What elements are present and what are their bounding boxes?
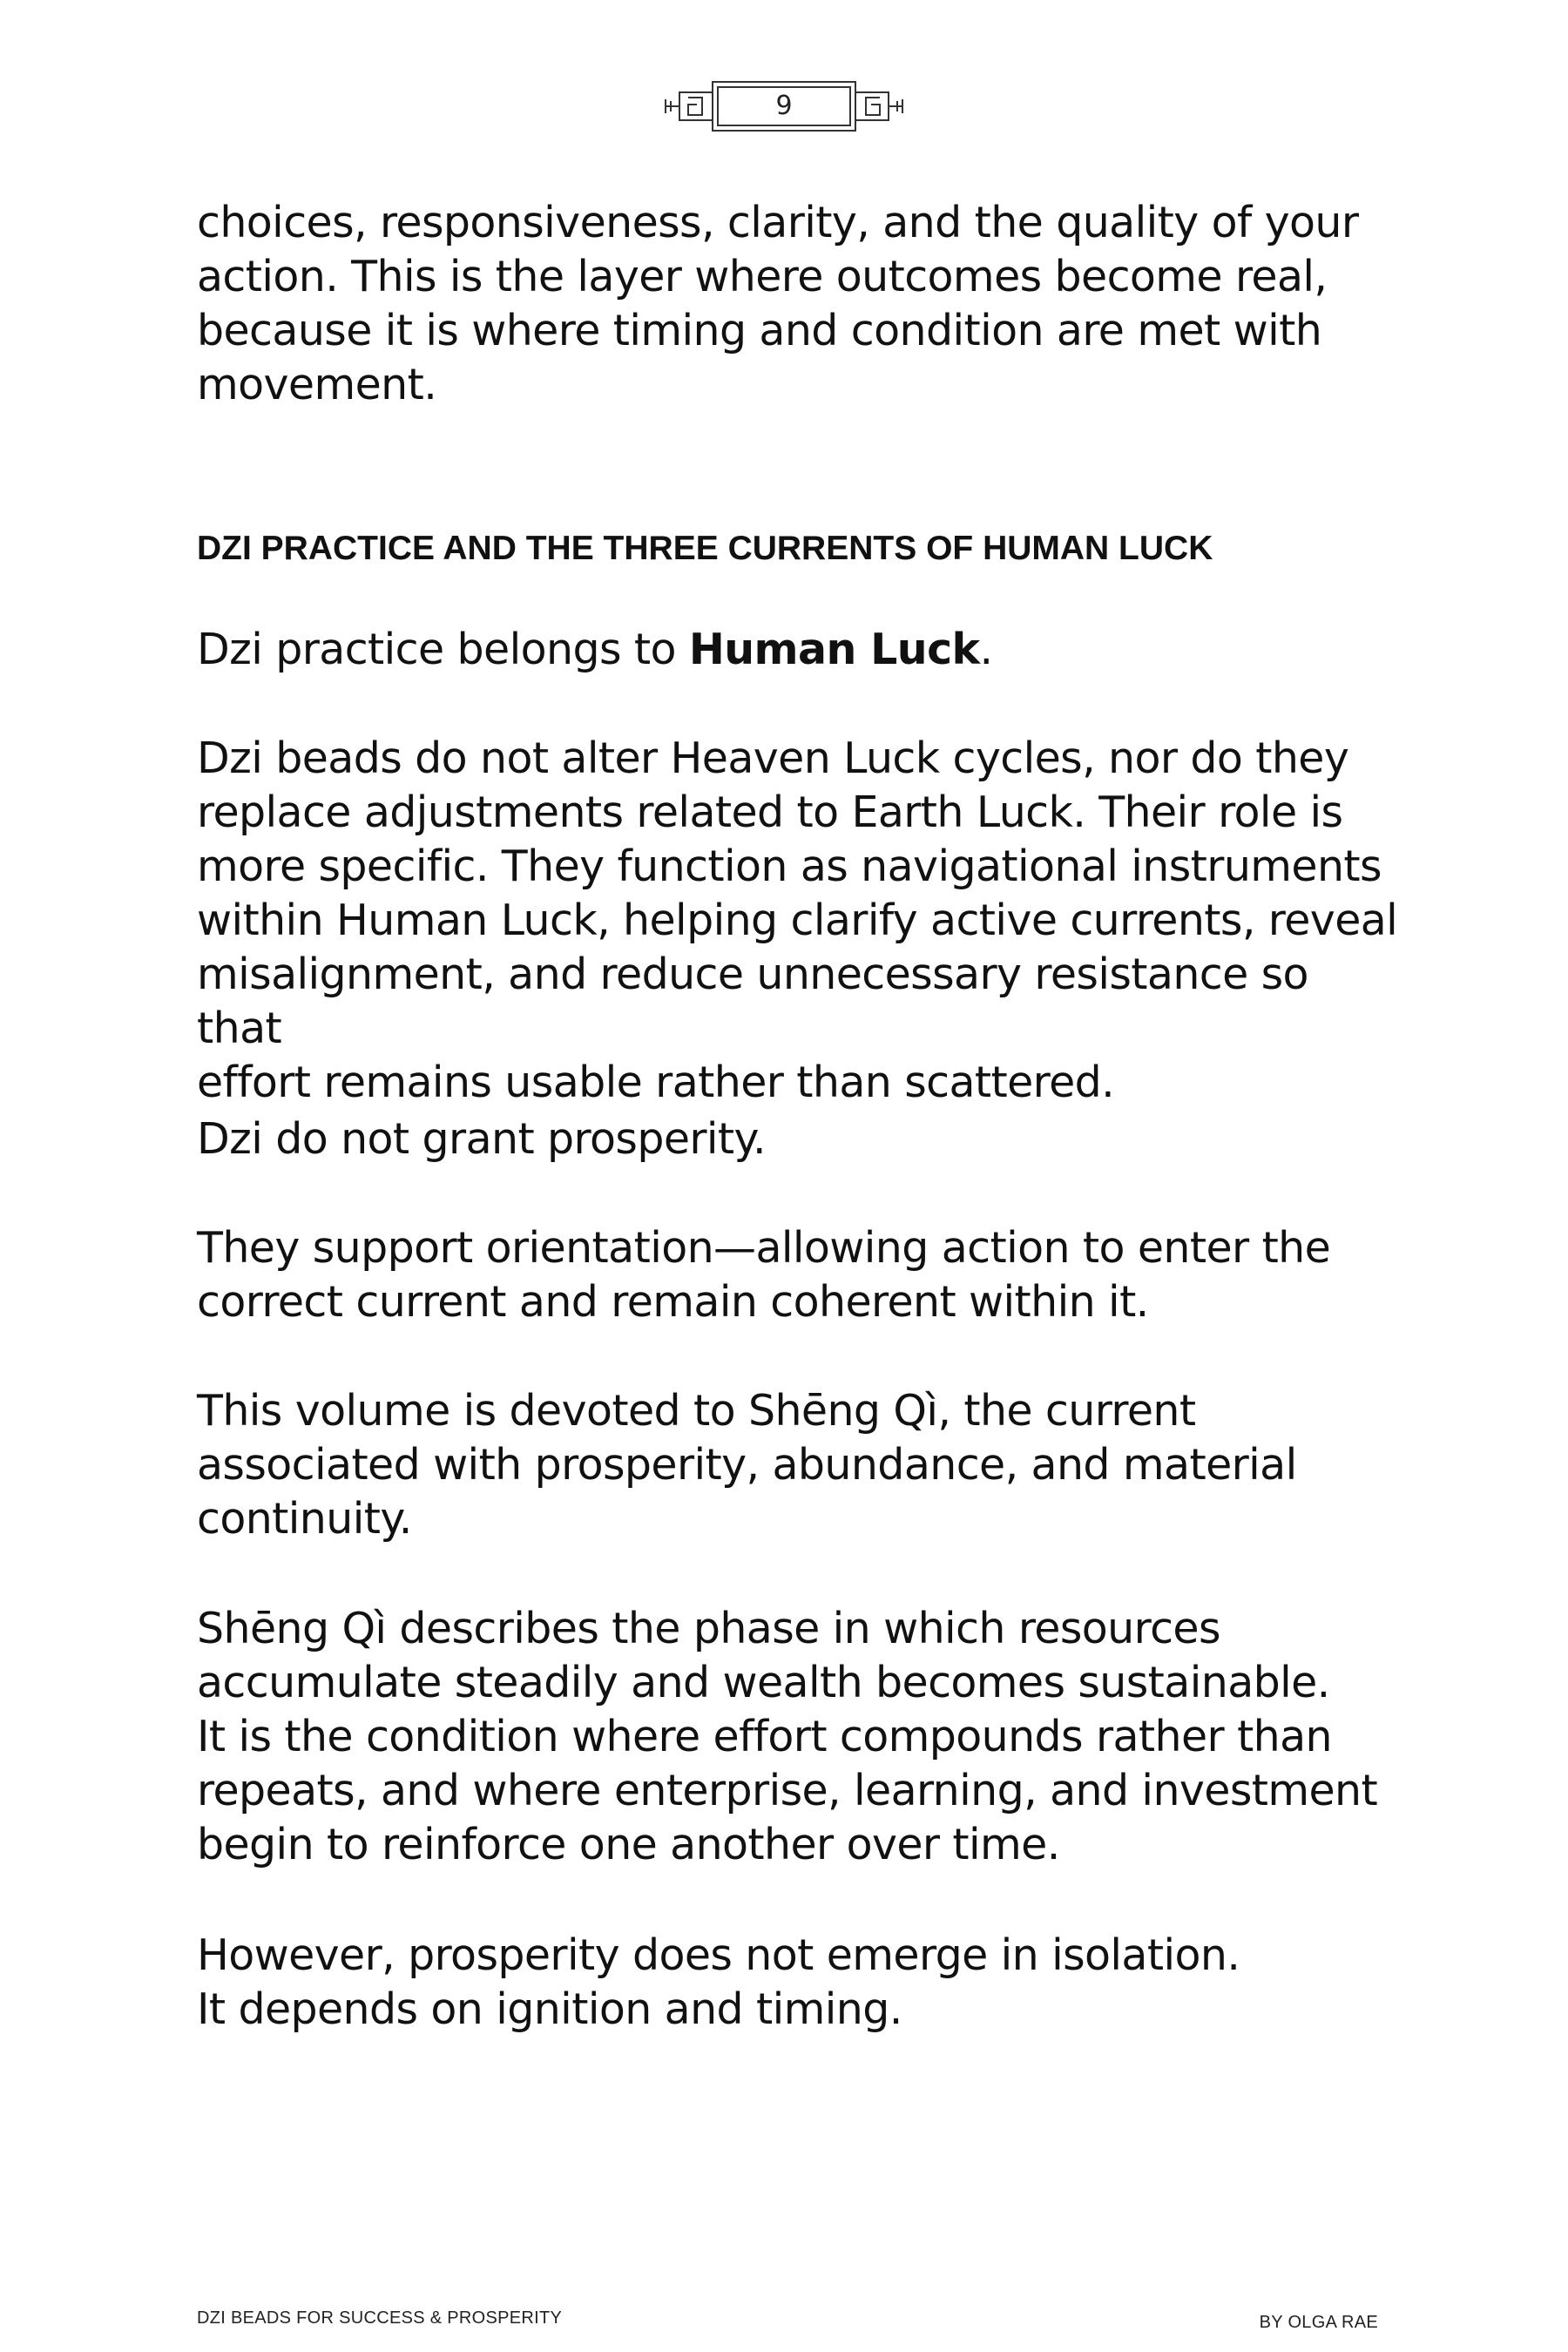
text-line: misalignment, and reduce unnecessary resistance so that — [197, 950, 1308, 1053]
text-line: Shēng Qì describes the phase in which resources — [197, 1604, 1220, 1653]
text-line: action. This is the layer where outcomes become real, — [197, 252, 1328, 301]
body-paragraph — [197, 1929, 1399, 2037]
text-line: repeats, and where enterprise, learning, and investment — [197, 1766, 1378, 1815]
page-number-ornament — [662, 75, 906, 138]
text-line: begin to reinforce one another over time. — [197, 1820, 1060, 1869]
page-number: 9 — [775, 91, 793, 121]
text-line: associated with prosperity, abundance, and material — [197, 1440, 1297, 1490]
text-line: However, prosperity does not emerge in isolation. — [197, 1930, 1240, 1980]
lead-paragraph — [197, 623, 1399, 677]
text-line: effort remains usable rather than scattered. — [197, 1058, 1115, 1107]
body-paragraph — [197, 1221, 1399, 1329]
text-line: correct current and remain coherent within it. — [197, 1277, 1149, 1327]
text-line: Dzi beads do not alter Heaven Luck cycles, nor do they — [197, 733, 1349, 783]
text-line: more specific. They function as navigational instruments — [197, 841, 1382, 891]
lead-suffix: . — [979, 625, 993, 674]
body-paragraph — [197, 1112, 1399, 1166]
footer-book-title: DZI BEADS FOR SUCCESS & PROSPERITY — [197, 2308, 563, 2328]
text-line: replace adjustments related to Earth Luck. Their role is — [197, 787, 1343, 837]
text-line: continuity. — [197, 1494, 412, 1544]
text-line: accumulate steadily and wealth becomes sustainable. — [197, 1658, 1330, 1707]
text-line: Dzi do not grant prosperity. — [197, 1114, 766, 1164]
lead-line — [197, 623, 1399, 677]
section-heading: DZI PRACTICE AND THE THREE CURRENTS OF HUMAN LUCK — [197, 530, 1213, 567]
text-line: movement. — [197, 360, 437, 409]
body-paragraph — [197, 1602, 1399, 1872]
text-line: It depends on ignition and timing. — [197, 1984, 902, 2034]
body-paragraph — [197, 1384, 1399, 1546]
text-line: because it is where timing and condition are met with — [197, 306, 1322, 355]
text-line: choices, responsiveness, clarity, and the quality of your — [197, 198, 1359, 247]
intro-paragraph — [197, 196, 1399, 412]
text-line: They support orientation—allowing action to enter the — [197, 1223, 1331, 1273]
body-paragraph — [197, 732, 1399, 1110]
lead-prefix: Dzi practice belongs to — [197, 625, 689, 674]
text-line: within Human Luck, helping clarify active currents, reveal — [197, 896, 1398, 945]
text-line: It is the condition where effort compounds rather than — [197, 1712, 1333, 1761]
footer-author: BY OLGA RAE — [1259, 2313, 1378, 2332]
lead-emphasis: Human Luck — [688, 625, 980, 674]
text-line: This volume is devoted to Shēng Qì, the current — [197, 1386, 1196, 1436]
